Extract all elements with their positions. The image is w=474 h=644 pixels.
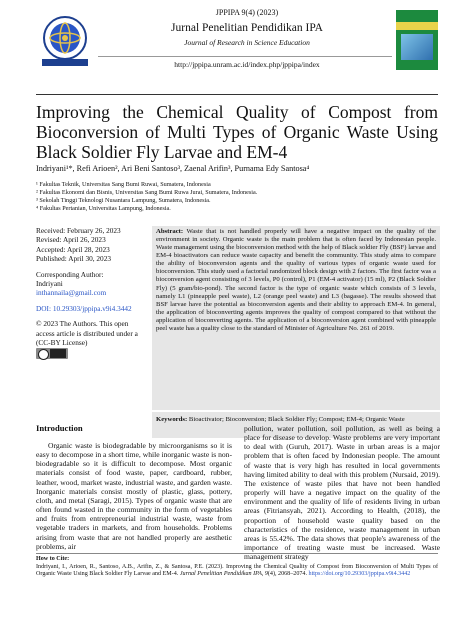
article-title: Improving the Chemical Quality of Compost from Bioconversion of Multi Types of Organic Waste Using Black Soldier Fly Larvae and EM-4 xyxy=(36,102,438,162)
article-info xyxy=(36,226,146,362)
doi-link[interactable]: DOI: 10.29303/jppipa.v9i4.3442 xyxy=(36,303,132,313)
body-column-left xyxy=(36,441,232,551)
body-column-right xyxy=(244,424,440,561)
keywords-text: Bioactivator; Bioconversion; Black Soldier Fly; Compost; EM-4; Organic Waste xyxy=(188,416,405,423)
cite-pages: (4), 2068–2074. xyxy=(267,571,307,578)
journal-cover-image xyxy=(396,10,438,70)
corresponding-name: Indriyani xyxy=(36,279,63,289)
affiliations xyxy=(36,181,438,213)
corresponding-label: Corresponding Author: xyxy=(36,269,104,279)
accepted-date: Accepted: April 28, 2023 xyxy=(36,244,110,254)
abstract-text: Waste that is not handled properly will have a negative impact on the quality of the environment in society. Organic waste is the main problem that is often faced by Indonesian people. Waste management using the bioconversion method with the help of Black soldier Fly (BSF) larvae and EM-4 bioactivators can reduce waste capacity and benefit the community. This study aims to compare the ability of bioconversion agents and the quality of various types of organic waste used for bioconversion. This study used a factorial randomized block design with 2 factors. The first factor was a bioconversion agent consisting of 3 levels, P0 (control), P1 (EM-4 activator) (15 ml), P2 (Black Soldier Fly) (5 gram/bio-pond). The second factor is the type of organic waste which consists of 3 levels, namely L1 (pineapple peel waste), L2 (orange peel waste) and L3 (bagasse). The results showed that BSF larvae have the potential as bioconversion agents and their ability to approach EM-4. In general, the application of bioconverting agents improves the quality of compost compared to that without the application of bioconverting agents. The application of a bioconversion agent combined with pineapple peel waste has a quality close to the standard of Minister of Agriculture No. 261 of 2019. xyxy=(156,228,436,332)
received-date: Received: February 26, 2023 xyxy=(36,226,121,235)
cite-journal: Jurnal Penelitian Pendidikan IPA, 9 xyxy=(179,571,268,578)
how-to-cite xyxy=(36,556,438,579)
introduction-heading: Introduction xyxy=(36,423,83,433)
affiliation-3: ³ Sekolah Tinggi Teknologi Nusantara Lampung, Sumatera, Indonesia. xyxy=(36,197,211,204)
header-divider xyxy=(98,56,392,57)
abstract-label: Abstract: xyxy=(156,228,184,235)
cover-picture xyxy=(401,34,433,60)
cc-by-license-icon[interactable] xyxy=(36,348,68,359)
cover-band xyxy=(396,22,438,30)
journal-url[interactable]: http://jppipa.unram.ac.id/index.php/jppipa/index xyxy=(174,60,320,69)
abstract-box xyxy=(152,226,440,410)
revised-date: Revised: April 26, 2023 xyxy=(36,235,106,245)
affiliation-1: ¹ Fakultas Teknik, Universitas Sang Bumi Ruwai, Sumatera, Indonesia xyxy=(36,181,211,188)
journal-header xyxy=(36,8,438,96)
header-rule xyxy=(36,94,438,95)
introduction-paragraph-left: Organic waste is biodegradable by microorganisms so it is easy to decompose in a short time, while inorganic waste is non-biodegradable so it is difficult to decompose. Most organic materials consist of food waste, paper, cardboard, rubber, leather, wood, market waste, industrial waste, and garden waste. Inorganic materials consist mostly of plastic, glass, pottery, cloth, and metal (Saragi, 2015). Types of organic waste that are often found wasted in the community in the form of vegetables and fruits from entrepreneurial industrial waste, waste from vegetable traders in markets, and from households. Problems arising from waste that are not handled properly are aesthetic problems, air xyxy=(36,441,232,551)
corresponding-email[interactable]: inthannaila@gmail.com xyxy=(36,288,107,298)
journal-title: Jurnal Penelitian Pendidikan IPA xyxy=(171,22,323,34)
affiliation-2: ² Fakultas Ekonomi dan Bisnis, Universitas Sang Bumi Ruwa Jurai, Sumatera, Indonesia. xyxy=(36,189,258,196)
journal-subtitle: Journal of Research in Science Education xyxy=(184,38,310,47)
cite-doi-link[interactable]: https://doi.org/10.29303/jppipa.v9i4.3442 xyxy=(308,571,411,578)
journal-issue: JPPIPA 9(4) (2023) xyxy=(215,8,279,17)
copyright-notice: © 2023 The Authors. This open access article is distributed under a (CC-BY License) xyxy=(36,319,138,348)
author-list: Indriyani¹*, Refi Arioen², Ari Beni Santoso³, Zaenal Arifin³, Purnama Edy Santosa⁴ xyxy=(36,164,310,173)
introduction-paragraph-right: pollution, water pollution, soil pollution, as well as being a place for disease to develop. Waste problems are very important to deal with (Guruh, 2017). Waste in urban areas is a major problem that is often faced by Indonesian people. The amount of waste that is very high has resulted in local governments having limited ability to deal with this problem (Nursaid, 2019). The existence of waste piles that have not been handled properly will have a negative impact on the quality of the environment and the quality of life of residents living in urban areas (Fitriansyah, 2021). According to Health, (2018), the proportion of household waste quality based on the characteristics of the residence, waste management in urban areas is 55.42%. The data shows that people's awareness of the importance of treating waste must be increased. Waste management strategy xyxy=(244,424,440,562)
keywords-label: Keywords: xyxy=(156,416,188,423)
cite-label: How to Cite: xyxy=(36,556,70,562)
citation-divider xyxy=(36,553,438,554)
cite-text: Indriyani, I., Arioen, R., Santoso, A.B., Arifin, Z., & Santosa, P.E. (2023). Improving the Chemical Quality of Compost from Bioconversion of Multi Types of Organic Waste Using Black Soldier Fly Larvae and EM-4. xyxy=(36,563,438,578)
journal-logo-icon xyxy=(36,12,94,68)
published-date: Published: April 30, 2023 xyxy=(36,254,111,264)
affiliation-4: ⁴ Fakultas Pertanian, Universitas Lampung, Indonesia. xyxy=(36,205,171,212)
